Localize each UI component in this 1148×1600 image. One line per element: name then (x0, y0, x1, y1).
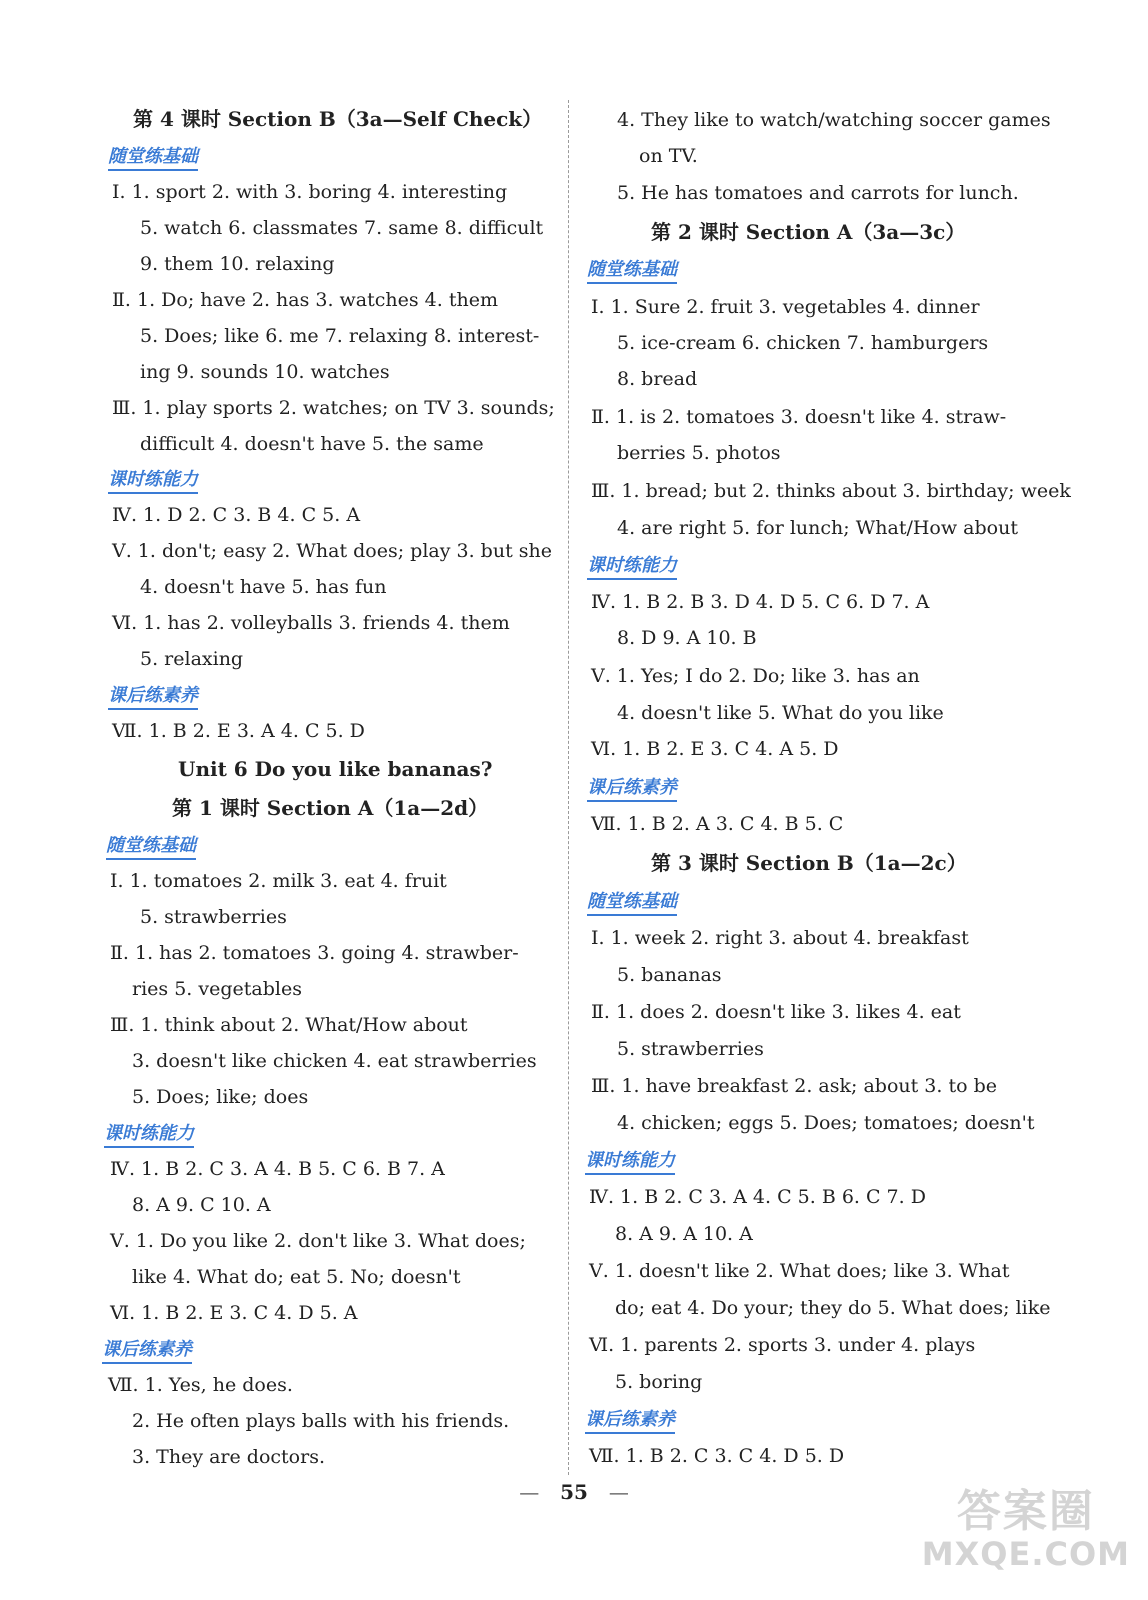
answer-line: 4. chicken; eggs 5. Does; tomatoes; doesn't (617, 1112, 1035, 1134)
section-title-basic: 随堂练基础 (587, 891, 677, 916)
answer-line: ries 5. vegetables (132, 978, 302, 1000)
answer-line: Ⅵ. 1. has 2. volleyballs 3. friends 4. them (112, 612, 510, 634)
section-title-ability: 课时练能力 (587, 555, 677, 580)
answer-line: Ⅳ. 1. D 2. C 3. B 4. C 5. A (112, 504, 361, 526)
answer-line: berries 5. photos (617, 442, 781, 464)
answer-line: Ⅴ. 1. Yes; I do 2. Do; like 3. has an (591, 665, 920, 687)
lesson-1-header: 第 1 课时 Section A（1a—2d） (172, 796, 489, 820)
section-title-basic: 随堂练基础 (587, 259, 677, 284)
watermark-text: 答案圈 (956, 1486, 1095, 1537)
answer-line: 8. bread (617, 368, 698, 390)
answer-line: Ⅴ. 1. doesn't like 2. What does; like 3. What (589, 1260, 1010, 1282)
section-title-literacy: 课后练素养 (108, 685, 198, 710)
answer-line: Ⅰ. 1. Sure 2. fruit 3. vegetables 4. dinner (591, 296, 980, 318)
answer-line: 5. He has tomatoes and carrots for lunch. (617, 182, 1019, 204)
answer-line: Ⅶ. 1. B 2. E 3. A 4. C 5. D (112, 720, 365, 742)
answer-line: 5. relaxing (140, 648, 244, 670)
answer-line: Ⅵ. 1. B 2. E 3. C 4. A 5. D (591, 738, 839, 760)
section-title-ability: 课时练能力 (585, 1150, 675, 1175)
answer-line: like 4. What do; eat 5. No; doesn't (132, 1266, 461, 1288)
column-divider (568, 100, 569, 1475)
section-title-literacy: 课后练素养 (587, 777, 677, 802)
answer-line: 5. Does; like; does (132, 1086, 309, 1108)
footer-dash-right: — (608, 1480, 629, 1504)
answer-line: Ⅱ. 1. Do; have 2. has 3. watches 4. them (112, 289, 498, 311)
answer-line: 4. They like to watch/watching soccer games (617, 109, 1051, 131)
answer-line: Ⅲ. 1. play sports 2. watches; on TV 3. sounds; (112, 397, 555, 419)
unit-title: Unit 6 Do you like bananas? (178, 757, 493, 781)
section-title-ability: 课时练能力 (104, 1123, 194, 1148)
lesson-2-header: 第 2 课时 Section A（3a—3c） (651, 220, 966, 244)
answer-line: do; eat 4. Do your; they do 5. What does; like (615, 1297, 1051, 1319)
answer-line: 4. are right 5. for lunch; What/How about (617, 517, 1018, 539)
answer-line: 5. watch 6. classmates 7. same 8. difficult (140, 217, 544, 239)
answer-line: 5. boring (615, 1371, 703, 1393)
answer-line: Ⅵ. 1. parents 2. sports 3. under 4. plays (589, 1334, 976, 1356)
answer-line: Ⅲ. 1. have breakfast 2. ask; about 3. to be (591, 1075, 997, 1097)
section-title-basic: 随堂练基础 (106, 835, 196, 860)
answer-line: Ⅳ. 1. B 2. C 3. A 4. C 5. B 6. C 7. D (589, 1186, 926, 1208)
lesson-4-header: 第 4 课时 Section B（3a—Self Check） (133, 107, 543, 131)
answer-line: 2. He often plays balls with his friends. (132, 1410, 510, 1432)
answer-line: Ⅲ. 1. think about 2. What/How about (110, 1014, 468, 1036)
answer-line: Ⅱ. 1. has 2. tomatoes 3. going 4. strawber- (110, 942, 519, 964)
answer-line: Ⅱ. 1. is 2. tomatoes 3. doesn't like 4. straw- (591, 406, 1007, 428)
answer-line: on TV. (639, 145, 698, 167)
lesson-3-header: 第 3 课时 Section B（1a—2c） (651, 851, 967, 875)
answer-line: 4. doesn't like 5. What do you like (617, 702, 944, 724)
answer-line: Ⅶ. 1. Yes, he does. (108, 1374, 293, 1396)
answer-line: 5. bananas (617, 964, 722, 986)
section-title-literacy: 课后练素养 (585, 1409, 675, 1434)
footer-dash-left: — (519, 1480, 540, 1504)
answer-line: 4. doesn't have 5. has fun (140, 576, 387, 598)
answer-line: Ⅶ. 1. B 2. C 3. C 4. D 5. D (589, 1445, 845, 1467)
answer-line: 3. They are doctors. (132, 1446, 325, 1468)
section-title-basic: 随堂练基础 (108, 146, 198, 171)
section-title-literacy: 课后练素养 (102, 1339, 192, 1364)
answer-line: Ⅱ. 1. does 2. doesn't like 3. likes 4. eat (591, 1001, 961, 1023)
answer-line: 5. strawberries (617, 1038, 764, 1060)
answer-line: ing 9. sounds 10. watches (140, 361, 390, 383)
answer-line: Ⅳ. 1. B 2. C 3. A 4. B 5. C 6. B 7. A (110, 1158, 445, 1180)
answer-line: 5. Does; like 6. me 7. relaxing 8. interest- (140, 325, 540, 347)
answer-line: 8. A 9. C 10. A (132, 1194, 271, 1216)
answer-line: 5. strawberries (140, 906, 287, 928)
answer-line: Ⅴ. 1. don't; easy 2. What does; play 3. but she (112, 540, 552, 562)
watermark-logo (922, 1488, 1130, 1572)
section-title-ability: 课时练能力 (108, 469, 198, 494)
page-number: 55 (560, 1480, 588, 1504)
answer-line: difficult 4. doesn't have 5. the same (140, 433, 484, 455)
answer-line: 8. A 9. A 10. A (615, 1223, 753, 1245)
answer-line: Ⅵ. 1. B 2. E 3. C 4. D 5. A (110, 1302, 358, 1324)
watermark-url: MXQE.COM (921, 1535, 1130, 1573)
answer-line: Ⅲ. 1. bread; but 2. thinks about 3. birthday; week (591, 480, 1071, 502)
answer-line: Ⅰ. 1. week 2. right 3. about 4. breakfast (591, 927, 969, 949)
answer-line: 5. ice-cream 6. chicken 7. hamburgers (617, 332, 989, 354)
answer-line: Ⅶ. 1. B 2. A 3. C 4. B 5. C (591, 813, 844, 835)
answer-line: 9. them 10. relaxing (140, 253, 335, 275)
answer-line: Ⅴ. 1. Do you like 2. don't like 3. What does; (110, 1230, 526, 1252)
answer-line: Ⅰ. 1. tomatoes 2. milk 3. eat 4. fruit (110, 870, 447, 892)
answer-line: 8. D 9. A 10. B (617, 627, 757, 649)
answer-line: Ⅰ. 1. sport 2. with 3. boring 4. interesting (112, 181, 508, 203)
answer-line: 3. doesn't like chicken 4. eat strawberries (132, 1050, 537, 1072)
answer-line: Ⅳ. 1. B 2. B 3. D 4. D 5. C 6. D 7. A (591, 591, 930, 613)
